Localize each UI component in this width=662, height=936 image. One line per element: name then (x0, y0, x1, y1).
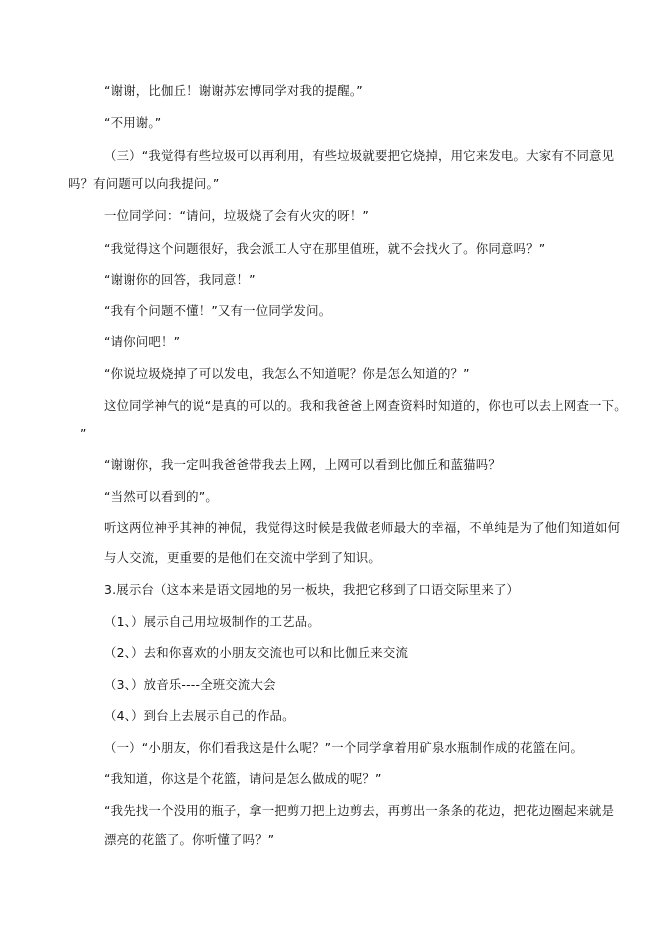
text-line: “谢谢你，我一定叫我爸爸带我去上网，上网可以看到比伽丘和蓝猫吗？ (104, 457, 501, 472)
text-line: （1、）展示自己用垃圾制作的工艺品。 (104, 614, 320, 629)
text-line: “我知道，你这是个花篮，请问是怎么做成的呢？” (104, 771, 382, 786)
text-line: 漂亮的花篮了。你听懂了吗？” (104, 832, 275, 847)
text-line: “当然可以看到的”。 (104, 489, 218, 504)
text-line: （2、）去和你喜欢的小朋友交流也可以和比伽丘来交流 (104, 645, 409, 660)
text-line: “你说垃圾烧掉了可以发电，我怎么不知道呢？你是怎么知道的？” (104, 366, 470, 381)
text-line: “我先找一个没用的瓶子，拿一把剪刀把上边剪去，再剪出一条条的花边，把花边圈起来就是 (104, 803, 615, 818)
text-line: ” (80, 426, 87, 441)
text-line: “谢谢，比伽丘！谢谢苏宏博同学对我的提醒。” (104, 83, 363, 98)
text-line: 吗？有问题可以向我提问。” (68, 176, 220, 191)
text-line: （4、）到台上去展示自己的作品。 (104, 708, 295, 723)
text-line: 3.展示台（这本来是语文园地的另一板块，我把它移到了口语交际里来了） (104, 582, 520, 597)
text-line: 这位同学神气的说“是真的可以的。我和我爸爸上网查资料时知道的，你也可以去上网查一下。 (104, 398, 627, 413)
text-line: 一位同学问：“请问，垃圾烧了会有火灾的呀！” (104, 208, 370, 223)
text-line: “谢谢你的回答，我同意！” (104, 272, 256, 287)
text-line: “请你问吧！” (104, 334, 181, 349)
text-line: 与人交流，更重要的是他们在交流中学到了知识。 (104, 550, 381, 565)
text-line: “不用谢。” (104, 115, 162, 130)
text-line: （3、）放音乐----全班交流大会 (104, 677, 276, 692)
text-line: 听这两位神乎其神的神侃，我觉得这时候是我做老师最大的幸福，不单纯是为了他们知道如何 (104, 520, 621, 535)
text-line: （一）“小朋友，你们看我这是什么呢？”一个同学拿着用矿泉水瓶制作成的花篮在问。 (104, 740, 584, 755)
text-line: “我有个问题不懂！”又有一位同学发问。 (104, 303, 332, 318)
text-line: （三）“我觉得有些垃圾可以再利用，有些垃圾就要把它烧掉，用它来发电。大家有不同意见 (104, 148, 615, 163)
text-line: “我觉得这个问题很好，我会派工人守在那里值班，就不会找火了。你同意吗？” (104, 241, 546, 256)
